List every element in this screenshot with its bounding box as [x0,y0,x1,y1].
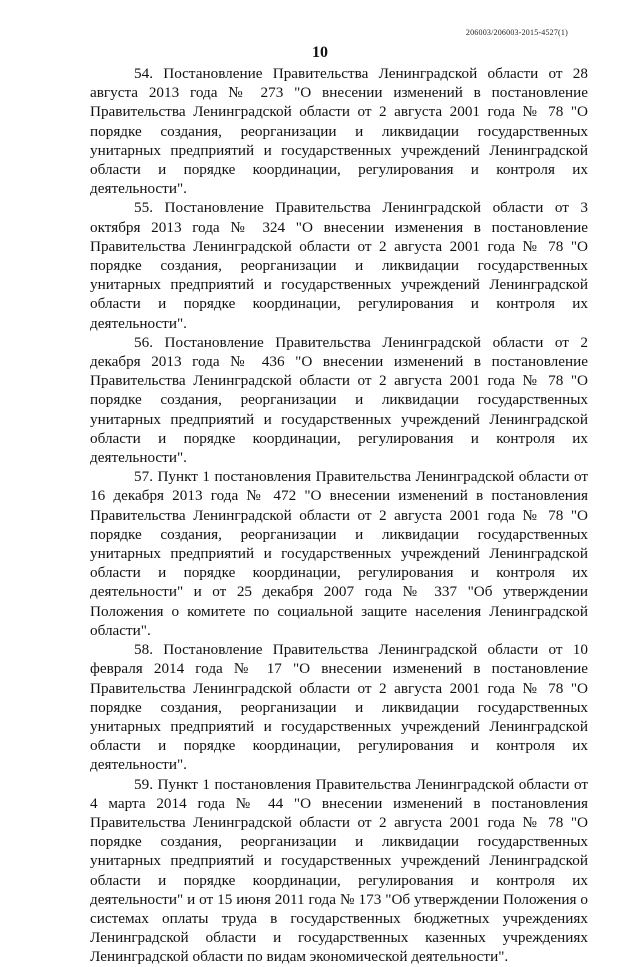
paragraph-59: 59. Пункт 1 постановления Правительства Ленинградской области от 4 марта 2014 года № 44 "О внесении изменений в постановления Правительства Ленинградской области от 2 августа 2001 года № 78 "О порядке создания, реорганизации и ликвидации государственных унитарных предприятий и государственных учреждений Ленинградской области и порядке координации, регулирования и контроля их деятельности" и от 15 июня 2011 года № 173 "Об утверждении Положения о системах оплаты труда в государственных бюджетных учреждениях Ленинградской области и государственных казенных учреждениях Ленинградской области по видам экономической деятельности". [90,775,588,966]
paragraph-57: 57. Пункт 1 постановления Правительства Ленинградской области от 16 декабря 2013 года № 472 "О внесении изменений в постановления Правительства Ленинградской области от 2 августа 2001 года № 78 "О порядке создания, реорганизации и ликвидации государственных унитарных предприятий и государственных учреждений Ленинградской области и порядке координации, регулирования и контроля их деятельности" и от 25 декабря 2007 года № 337 "Об утверждении Положения о комитете по социальной защите населения Ленинградской области". [90,468,588,639]
document-id: 206003/206003-2015-4527(1) [465,28,568,37]
paragraph-54: 54. Постановление Правительства Ленинградской области от 28 августа 2013 года № 273 "О внесении изменений в постановление Правительства Ленинградской области от 2 августа 2001 года № 78 "О порядке создания, реорганизации и ликвидации государственных унитарных предприятий и государственных учреждений Ленинградской области и порядке координации, регулирования и контроля их деятельности". [90,65,588,198]
page-number: 10 [312,44,328,61]
paragraph-55: 55. Постановление Правительства Ленинградской области от 3 октября 2013 года № 324 "О внесении изменения в постановление Правительства Ленинградской области от 2 августа 2001 года № 78 "О порядке создания, реорганизации и ликвидации государственных унитарных предприятий и государственных учреждений Ленинградской области и порядке координации, регулирования и контроля их деятельности". [90,199,588,332]
paragraph-58: 58. Постановление Правительства Ленинградской области от 10 февраля 2014 года № 17 "О внесении изменений в постановление Правительства Ленинградской области от 2 августа 2001 года № 78 "О порядке создания, реорганизации и ликвидации государственных унитарных предприятий и государственных учреждений Ленинградской области и порядке координации, регулирования и контроля их деятельности". [90,641,588,774]
document-body [90,64,588,967]
paragraph-56: 56. Постановление Правительства Ленинградской области от 2 декабря 2013 года № 436 "О внесении изменений в постановление Правительства Ленинградской области от 2 августа 2001 года № 78 "О порядке создания, реорганизации и ликвидации государственных унитарных предприятий и государственных учреждений Ленинградской области и порядке координации, регулирования и контроля их деятельности". [90,333,588,467]
